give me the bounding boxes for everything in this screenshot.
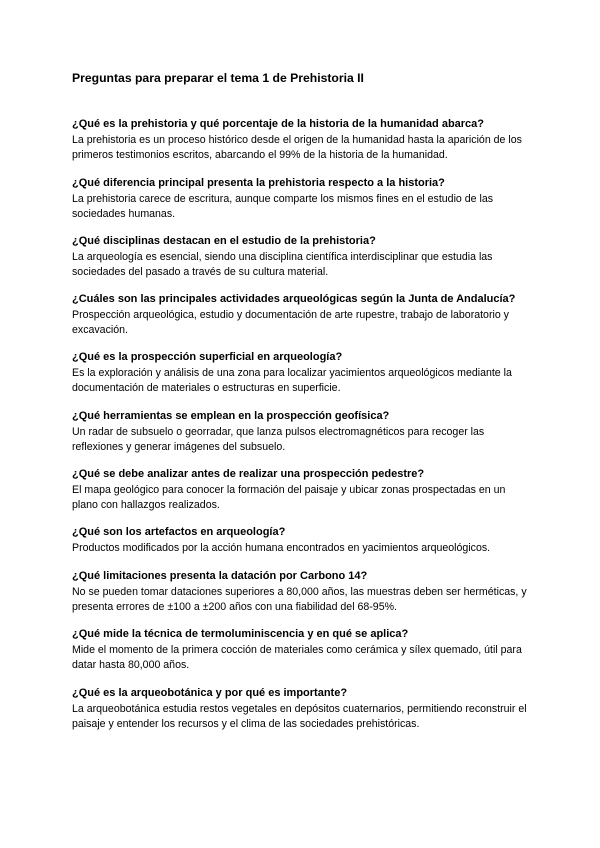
question-6: ¿Qué herramientas se emplean en la prospección geofísica? xyxy=(72,410,390,422)
answer-9: No se pueden tomar dataciones superiores a 80,000 años, las muestras deben ser herméticas, y presenta errores de ±100 a ±200 años con una fiabilidad del 68-95%. xyxy=(72,585,527,613)
answer-11: La arqueobotánica estudia restos vegetales en depósitos cuaternarios, permitiendo reconstruir el paisaje y entender los recursos y el clima de las sociedades prehistóricas. xyxy=(72,702,527,730)
question-7: ¿Qué se debe analizar antes de realizar una prospección pedestre? xyxy=(72,468,425,480)
answer-4: Prospección arqueológica, estudio y documentación de arte rupestre, trabajo de laboratorio y excavación. xyxy=(72,308,509,336)
answer-1: La prehistoria es un proceso histórico desde el origen de la humanidad hasta la aparición de los primeros testimonios escritos, abarcando el 99% de la historia de la humanidad. xyxy=(72,133,522,161)
qa-item-4 xyxy=(72,292,532,339)
qa-item-3 xyxy=(72,234,532,281)
question-4: ¿Cuáles son las principales actividades arqueológicas según la Junta de Andalucía? xyxy=(72,293,516,305)
answer-6: Un radar de subsuelo o georradar, que lanza pulsos electromagnéticos para recoger las reflexiones y generar imágenes del subsuelo. xyxy=(72,425,485,453)
qa-item-11 xyxy=(72,686,532,733)
question-3: ¿Qué disciplinas destacan en el estudio de la prehistoria? xyxy=(72,235,376,247)
answer-10: Mide el momento de la primera cocción de materiales como cerámica y sílex quemado, útil para datar hasta 80,000 años. xyxy=(72,643,522,671)
qa-item-10 xyxy=(72,627,532,674)
question-5: ¿Qué es la prospección superficial en arqueología? xyxy=(72,351,343,363)
answer-7: El mapa geológico para conocer la formación del paisaje y ubicar zonas prospectadas en un plano con hallazgos realizados. xyxy=(72,483,506,511)
question-8: ¿Qué son los artefactos en arqueología? xyxy=(72,526,286,538)
question-9: ¿Qué limitaciones presenta la datación por Carbono 14? xyxy=(72,570,368,582)
question-2: ¿Qué diferencia principal presenta la prehistoria respecto a la historia? xyxy=(72,177,445,189)
qa-item-1 xyxy=(72,117,532,164)
qa-item-5 xyxy=(72,350,532,397)
answer-8: Productos modificados por la acción humana encontrados en yacimientos arqueológicos. xyxy=(72,541,491,554)
answer-5: Es la exploración y análisis de una zona para localizar yacimientos arqueológicos mediante la documentación de materiales o estructuras en superficie. xyxy=(72,366,512,394)
answer-2: La prehistoria carece de escritura, aunque comparte los mismos fines en el estudio de las sociedades humanas. xyxy=(72,192,494,220)
qa-item-2 xyxy=(72,176,532,223)
document-title: Preguntas para preparar el tema 1 de Prehistoria II xyxy=(72,71,364,85)
qa-item-9 xyxy=(72,569,532,616)
qa-item-6 xyxy=(72,409,532,456)
question-10: ¿Qué mide la técnica de termoluminiscencia y en qué se aplica? xyxy=(72,628,409,640)
question-1: ¿Qué es la prehistoria y qué porcentaje de la historia de la humanidad abarca? xyxy=(72,118,485,130)
question-11: ¿Qué es la arqueobotánica y por qué es importante? xyxy=(72,687,348,699)
answer-3: La arqueología es esencial, siendo una disciplina científica interdisciplinar que estudia las sociedades del pasado a través de su cultura material. xyxy=(72,250,493,278)
qa-item-8 xyxy=(72,525,532,556)
qa-item-7 xyxy=(72,467,532,514)
